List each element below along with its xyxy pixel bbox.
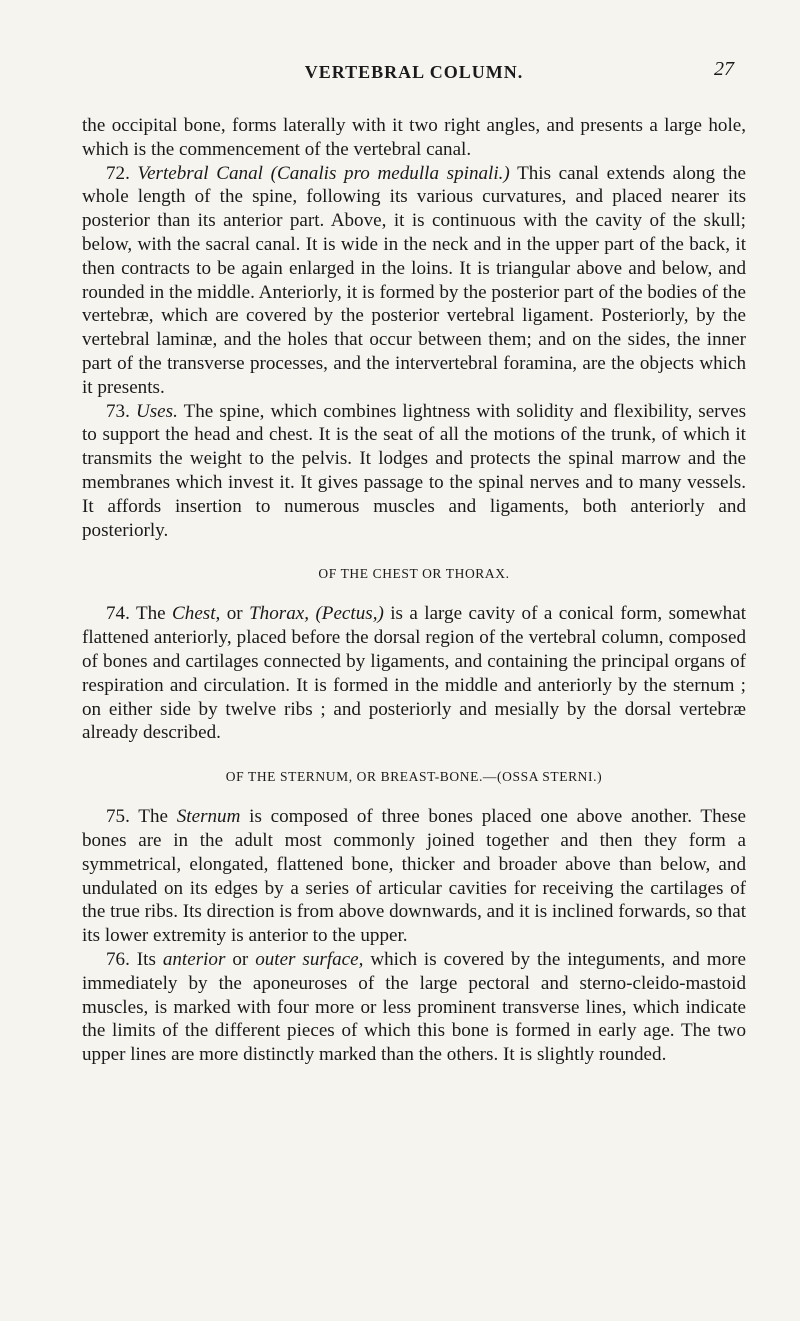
paragraph-body: is a large cavity of a conical form, somewhat flattened anteriorly, placed before the dorsal region of the vertebral column, composed of bones and cartilages connected by ligaments, and containing the principal organs of respiration and circulation. It is formed in the middle and anteriorly by the sternum ; on either side by twelve ribs ; and posteriorly and mesially by the dorsal vertebræ already described.	[82, 603, 747, 744]
section-heading-sternum: OF THE STERNUM, OR BREAST-BONE.—(OSSA STERNI.)	[225, 769, 603, 785]
term-outer-surface: outer surface,	[255, 948, 364, 970]
paragraph-number: 75.	[106, 806, 130, 828]
paragraph-title: Vertebral Canal	[137, 162, 263, 184]
text-the: The	[129, 603, 173, 625]
running-head-title: VERTEBRAL COLUMN.	[304, 62, 524, 82]
text-its: Its	[129, 948, 163, 970]
text-or: or	[220, 603, 250, 625]
paragraph-76	[82, 948, 746, 1067]
running-head	[82, 44, 746, 84]
page-number: 27	[714, 58, 734, 80]
paragraph-72	[82, 162, 746, 400]
term-chest: Chest,	[172, 603, 221, 625]
paragraph-body: The spine, which combines lightness with solidity and flexibility, serves to support the head and chest. It is the seat of all the motions of the trunk, of which it transmits the weight to the pelvis. It lodges and protects the spinal marrow and the membranes which invest it. It gives passage to the spinal nerves and to many vessels. It affords insertion to numerous muscles and ligaments, both anteriorly and posteriorly.	[82, 400, 746, 541]
latin-name: (Canalis pro medulla spinali.)	[270, 162, 510, 184]
paragraph-body: which is covered by the integuments, and more immediately by the aponeuroses of the large pectoral and sterno-cleido-mastoid muscles, is marked with four more or less prominent transverse lines, which indicate the limits of the different pieces of which this bone is formed in early age. The two upper lines are more distinctly marked than the others. It is slightly rounded.	[82, 948, 746, 1066]
paragraph-number: 74.	[106, 603, 130, 625]
paragraph-body: This canal extends along the whole length of the spine, following its various curvatures, and placed nearer its posterior than its anterior part. Above, it is continuous with the cavity of the skull; below, with the sacral canal. It is wide in the neck and in the upper part of the back, it then contracts to be again enlarged in the loins. It is triangular above and below, and rounded in the middle. Anteriorly, it is formed by the posterior part of the bodies of the vertebræ, which are covered by the posterior vertebral ligament. Posteriorly, by the vertebral laminæ, and the holes that occur between them; and on the sides, the inner part of the transverse processes, and the intervertebral foramina, are the objects which it presents.	[82, 162, 746, 398]
section-heading-chest: OF THE CHEST OR THORAX.	[318, 566, 510, 582]
latin-name: (Pectus,)	[315, 603, 384, 625]
term-thorax: Thorax,	[249, 603, 310, 625]
text-or: or	[225, 948, 256, 970]
paragraph-71-continuation: the occipital bone, forms laterally with it two right angles, and presents a large hole, which is the commencement of the vertebral canal.	[82, 115, 746, 160]
term-anterior: anterior	[162, 948, 226, 970]
paragraph-75	[82, 805, 746, 948]
term-sternum: Sternum	[176, 806, 241, 828]
paragraph-number: 76.	[106, 948, 130, 970]
paragraph-74	[82, 602, 746, 745]
text-the: The	[129, 806, 177, 828]
paragraph-number: 73.	[106, 400, 130, 422]
paragraph-number: 72.	[106, 162, 130, 184]
paragraph-body: is composed of three bones placed one above another. These bones are in the adult most commonly joined together and then they form a symmetrical, elongated, flattened bone, thicker and broader above than below, and undulated on its edges by a series of articular cavities for receiving the cartilages of the true ribs. Its direction is from above downwards, and it is inclined forwards, so that its lower extremity is anterior to the upper.	[82, 806, 746, 947]
paragraph-title: Uses.	[135, 400, 178, 422]
paragraph-73	[82, 400, 746, 543]
